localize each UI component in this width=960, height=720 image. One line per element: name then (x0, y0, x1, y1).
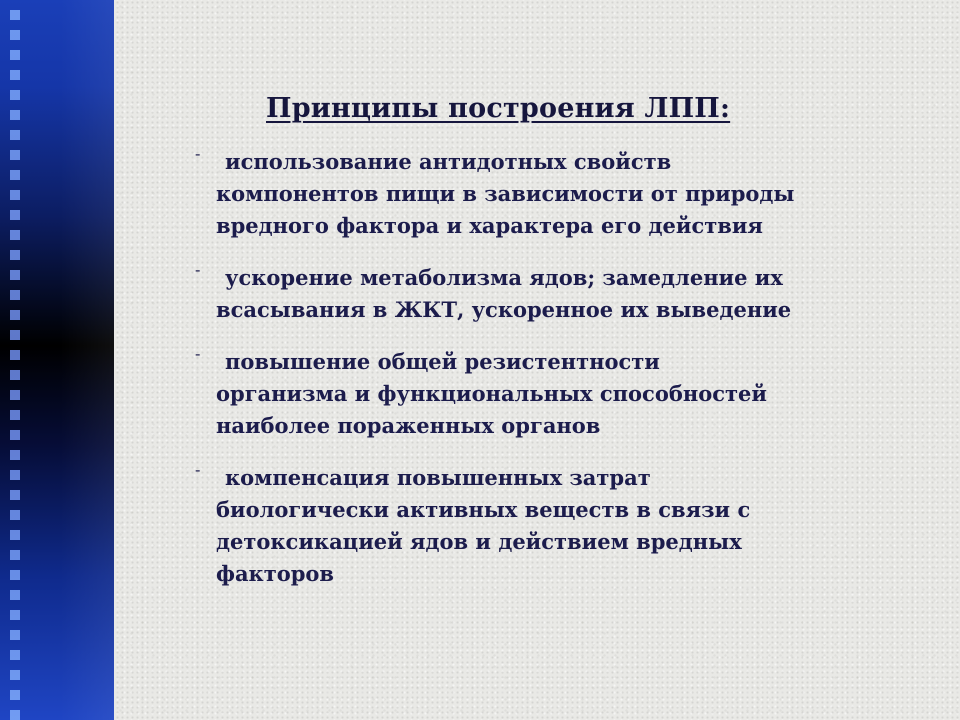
sidebar-gradient (60, 0, 114, 720)
list-item-text: ускорение метаболизма ядов; замедление их всасывания в ЖКТ, ускоренное их выведение (216, 265, 792, 322)
list-item-text: использование антидотных свойств компонентов пищи в зависимости от природы вредного фактора и характера его действия (216, 149, 795, 238)
list-item (195, 462, 795, 590)
list-item-text: компенсация повышенных затрат биологически активных веществ в связи с детоксикацией ядов и действием вредных факторов (216, 465, 751, 586)
slide-title: Принципы построения ЛПП: (266, 93, 731, 124)
list-item (195, 146, 795, 242)
principles-list (195, 146, 795, 610)
bullet-dash: - (195, 344, 201, 363)
list-item (195, 262, 795, 326)
list-item (195, 346, 795, 442)
bullet-dash: - (195, 460, 201, 479)
bullet-dash: - (195, 260, 201, 279)
list-item-text: повышение общей резистентности организма и функциональных способностей наиболее пораженных органов (216, 349, 767, 438)
sidebar-square-pattern (10, 0, 20, 720)
bullet-dash: - (195, 144, 201, 163)
decorative-sidebar (0, 0, 114, 720)
